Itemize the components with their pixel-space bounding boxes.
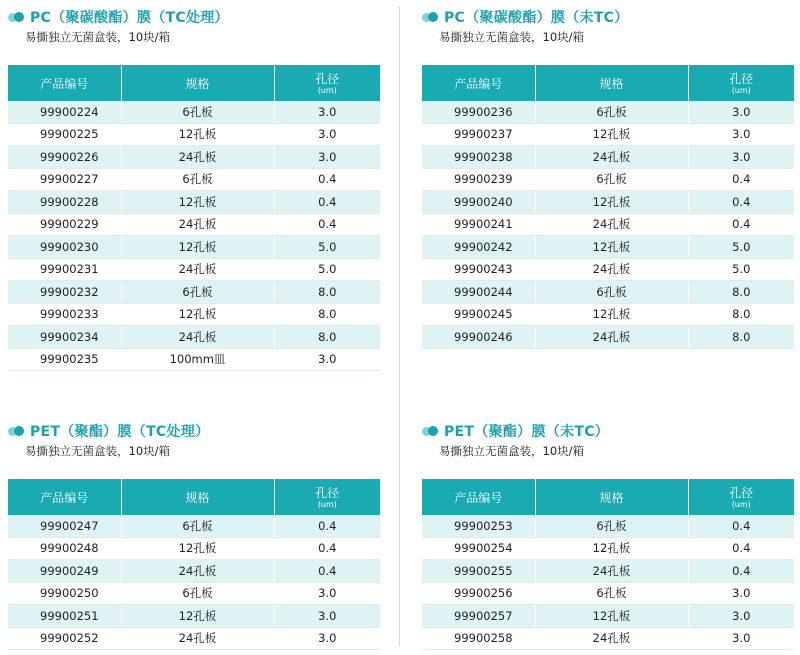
panel-subtitle: 易撕独立无菌盒装，10块/箱 <box>439 30 585 44</box>
cell-pore-size: 3.0 <box>688 101 794 123</box>
cell-pore-size: 5.0 <box>274 258 380 281</box>
cell-spec: 6孔板 <box>121 101 274 123</box>
cell-product-code: 99900231 <box>8 258 121 281</box>
table-header-row <box>8 479 380 515</box>
table-row <box>8 191 380 214</box>
cell-pore-size: 0.4 <box>274 560 380 583</box>
header-pore <box>274 479 380 515</box>
cell-product-code: 99900245 <box>422 303 535 326</box>
table-row <box>422 191 794 214</box>
cell-product-code: 99900242 <box>422 236 535 259</box>
cell-spec: 12孔板 <box>535 537 688 560</box>
header-pore-label: 孔径 <box>315 485 340 500</box>
cell-product-code: 99900232 <box>8 281 121 304</box>
table-row <box>8 123 380 146</box>
cell-product-code: 99900237 <box>422 123 535 146</box>
cell-pore-size: 0.4 <box>274 191 380 214</box>
header-pore <box>274 65 380 101</box>
table-row <box>8 101 380 123</box>
table-row <box>8 537 380 560</box>
cell-product-code: 99900234 <box>8 326 121 349</box>
cell-product-code: 99900258 <box>422 627 535 650</box>
table-row <box>422 146 794 169</box>
cell-product-code: 99900229 <box>8 213 121 236</box>
table-row <box>422 258 794 281</box>
panel-subtitle: 易撕独立无菌盒装，10块/箱 <box>439 444 585 458</box>
double-dot-icon <box>8 426 24 436</box>
cell-product-code: 99900252 <box>8 627 121 650</box>
cell-product-code: 99900224 <box>8 101 121 123</box>
cell-product-code: 99900247 <box>8 515 121 537</box>
panel-title-text: PET（聚酯）膜（TC处理） <box>30 424 210 440</box>
header-pore-unit: (um) <box>731 85 751 95</box>
cell-product-code: 99900248 <box>8 537 121 560</box>
panel-title-text: PC（聚碳酸酯）膜（未TC） <box>444 10 629 26</box>
cell-product-code: 99900254 <box>422 537 535 560</box>
cell-pore-size: 3.0 <box>688 123 794 146</box>
panel-title <box>8 6 380 28</box>
cell-spec: 24孔板 <box>535 627 688 650</box>
table-row <box>8 168 380 191</box>
panel-title-text: PET（聚酯）膜（未TC） <box>444 424 610 440</box>
panel-title <box>8 420 380 442</box>
cell-pore-size: 0.4 <box>688 537 794 560</box>
cell-pore-size: 0.4 <box>688 560 794 583</box>
table-row <box>422 123 794 146</box>
table-row <box>8 258 380 281</box>
header-pore-unit: (um) <box>317 85 337 95</box>
table-row <box>8 605 380 628</box>
cell-spec: 24孔板 <box>121 560 274 583</box>
panel-pc-tc <box>8 6 380 371</box>
cell-product-code: 99900236 <box>422 101 535 123</box>
cell-spec: 12孔板 <box>121 191 274 214</box>
cell-pore-size: 0.4 <box>274 515 380 537</box>
table-row <box>422 101 794 123</box>
cell-spec: 6孔板 <box>121 582 274 605</box>
cell-pore-size: 0.4 <box>688 515 794 537</box>
header-code: 产品编号 <box>422 65 535 101</box>
cell-product-code: 99900256 <box>422 582 535 605</box>
product-table <box>8 65 380 371</box>
table-header-row <box>422 65 794 101</box>
cell-spec: 12孔板 <box>535 123 688 146</box>
cell-spec: 12孔板 <box>535 236 688 259</box>
product-table <box>422 65 794 349</box>
cell-spec: 12孔板 <box>535 191 688 214</box>
panel-title <box>422 420 794 442</box>
table-row <box>422 627 794 650</box>
table-row <box>422 515 794 537</box>
cell-spec: 24孔板 <box>121 326 274 349</box>
cell-product-code: 99900243 <box>422 258 535 281</box>
cell-product-code: 99900251 <box>8 605 121 628</box>
cell-pore-size: 8.0 <box>274 326 380 349</box>
cell-spec: 12孔板 <box>535 303 688 326</box>
cell-product-code: 99900246 <box>422 326 535 349</box>
cell-pore-size: 8.0 <box>688 281 794 304</box>
header-code: 产品编号 <box>422 479 535 515</box>
cell-pore-size: 3.0 <box>274 582 380 605</box>
table-row <box>422 582 794 605</box>
cell-spec: 24孔板 <box>121 258 274 281</box>
cell-pore-size: 0.4 <box>274 213 380 236</box>
header-spec: 规格 <box>535 479 688 515</box>
cell-spec: 24孔板 <box>535 326 688 349</box>
table-row <box>422 560 794 583</box>
cell-spec: 6孔板 <box>121 515 274 537</box>
cell-spec: 24孔板 <box>535 213 688 236</box>
cell-spec: 24孔板 <box>121 627 274 650</box>
header-spec: 规格 <box>121 479 274 515</box>
cell-pore-size: 0.4 <box>688 191 794 214</box>
cell-product-code: 99900238 <box>422 146 535 169</box>
table-header-row <box>8 65 380 101</box>
table-row <box>422 303 794 326</box>
cell-spec: 6孔板 <box>535 281 688 304</box>
cell-spec: 12孔板 <box>535 605 688 628</box>
cell-spec: 6孔板 <box>535 582 688 605</box>
cell-product-code: 99900257 <box>422 605 535 628</box>
table-row <box>8 348 380 371</box>
header-spec: 规格 <box>535 65 688 101</box>
cell-pore-size: 3.0 <box>274 101 380 123</box>
double-dot-icon <box>422 12 438 22</box>
table-header-row <box>422 479 794 515</box>
cell-pore-size: 5.0 <box>688 236 794 259</box>
cell-pore-size: 8.0 <box>688 326 794 349</box>
cell-pore-size: 5.0 <box>688 258 794 281</box>
table-row <box>8 515 380 537</box>
cell-spec: 12孔板 <box>121 236 274 259</box>
cell-pore-size: 3.0 <box>274 146 380 169</box>
cell-spec: 24孔板 <box>121 213 274 236</box>
table-row <box>8 303 380 326</box>
panel-title-text: PC（聚碳酸酯）膜（TC处理） <box>30 10 229 26</box>
header-spec: 规格 <box>121 65 274 101</box>
table-row <box>8 560 380 583</box>
cell-spec: 12孔板 <box>121 303 274 326</box>
cell-pore-size: 3.0 <box>688 582 794 605</box>
double-dot-icon <box>422 426 438 436</box>
cell-pore-size: 8.0 <box>274 281 380 304</box>
cell-pore-size: 0.4 <box>688 213 794 236</box>
cell-pore-size: 3.0 <box>688 627 794 650</box>
cell-pore-size: 0.4 <box>688 168 794 191</box>
product-table <box>8 479 380 650</box>
cell-spec: 6孔板 <box>535 515 688 537</box>
table-row <box>422 537 794 560</box>
cell-spec: 100mm皿 <box>121 348 274 371</box>
cell-pore-size: 3.0 <box>274 123 380 146</box>
cell-pore-size: 3.0 <box>274 348 380 371</box>
cell-product-code: 99900250 <box>8 582 121 605</box>
table-row <box>422 236 794 259</box>
table-row <box>422 281 794 304</box>
cell-pore-size: 0.4 <box>274 168 380 191</box>
cell-spec: 6孔板 <box>535 168 688 191</box>
table-row <box>422 168 794 191</box>
cell-product-code: 99900233 <box>8 303 121 326</box>
cell-pore-size: 5.0 <box>274 236 380 259</box>
product-table <box>422 479 794 650</box>
cell-pore-size: 8.0 <box>274 303 380 326</box>
cell-product-code: 99900225 <box>8 123 121 146</box>
double-dot-icon <box>8 12 24 22</box>
panel-pc-untreated <box>422 6 794 349</box>
table-row <box>8 146 380 169</box>
panel-pet-tc <box>8 420 380 650</box>
cell-spec: 6孔板 <box>535 101 688 123</box>
header-pore <box>688 65 794 101</box>
header-code: 产品编号 <box>8 65 121 101</box>
cell-product-code: 99900239 <box>422 168 535 191</box>
table-row <box>8 582 380 605</box>
cell-pore-size: 3.0 <box>688 146 794 169</box>
cell-spec: 12孔板 <box>121 537 274 560</box>
cell-product-code: 99900244 <box>422 281 535 304</box>
table-row <box>8 281 380 304</box>
cell-pore-size: 3.0 <box>688 605 794 628</box>
cell-spec: 12孔板 <box>121 123 274 146</box>
header-pore-label: 孔径 <box>315 71 340 86</box>
panel-subtitle: 易撕独立无菌盒装，10块/箱 <box>25 444 171 458</box>
cell-product-code: 99900228 <box>8 191 121 214</box>
table-row <box>8 627 380 650</box>
header-pore-unit: (um) <box>317 499 337 509</box>
cell-spec: 24孔板 <box>535 258 688 281</box>
cell-product-code: 99900240 <box>422 191 535 214</box>
cell-spec: 6孔板 <box>121 168 274 191</box>
header-pore-unit: (um) <box>731 499 751 509</box>
table-row <box>422 605 794 628</box>
cell-product-code: 99900255 <box>422 560 535 583</box>
column-divider <box>399 6 400 646</box>
panel-subtitle: 易撕独立无菌盒装，10块/箱 <box>25 30 171 44</box>
panel-title <box>422 6 794 28</box>
cell-product-code: 99900226 <box>8 146 121 169</box>
table-row <box>8 326 380 349</box>
panel-pet-untreated <box>422 420 794 650</box>
table-row <box>422 213 794 236</box>
cell-product-code: 99900241 <box>422 213 535 236</box>
cell-spec: 12孔板 <box>121 605 274 628</box>
table-row <box>422 326 794 349</box>
header-pore-label: 孔径 <box>729 71 754 86</box>
cell-pore-size: 3.0 <box>274 605 380 628</box>
cell-product-code: 99900253 <box>422 515 535 537</box>
cell-pore-size: 3.0 <box>274 627 380 650</box>
header-pore-label: 孔径 <box>729 485 754 500</box>
cell-product-code: 99900227 <box>8 168 121 191</box>
cell-spec: 24孔板 <box>121 146 274 169</box>
header-code: 产品编号 <box>8 479 121 515</box>
cell-spec: 24孔板 <box>535 560 688 583</box>
cell-product-code: 99900230 <box>8 236 121 259</box>
table-row <box>8 213 380 236</box>
cell-pore-size: 0.4 <box>274 537 380 560</box>
cell-spec: 24孔板 <box>535 146 688 169</box>
cell-product-code: 99900235 <box>8 348 121 371</box>
table-row <box>8 236 380 259</box>
cell-pore-size: 8.0 <box>688 303 794 326</box>
cell-spec: 6孔板 <box>121 281 274 304</box>
cell-product-code: 99900249 <box>8 560 121 583</box>
header-pore <box>688 479 794 515</box>
